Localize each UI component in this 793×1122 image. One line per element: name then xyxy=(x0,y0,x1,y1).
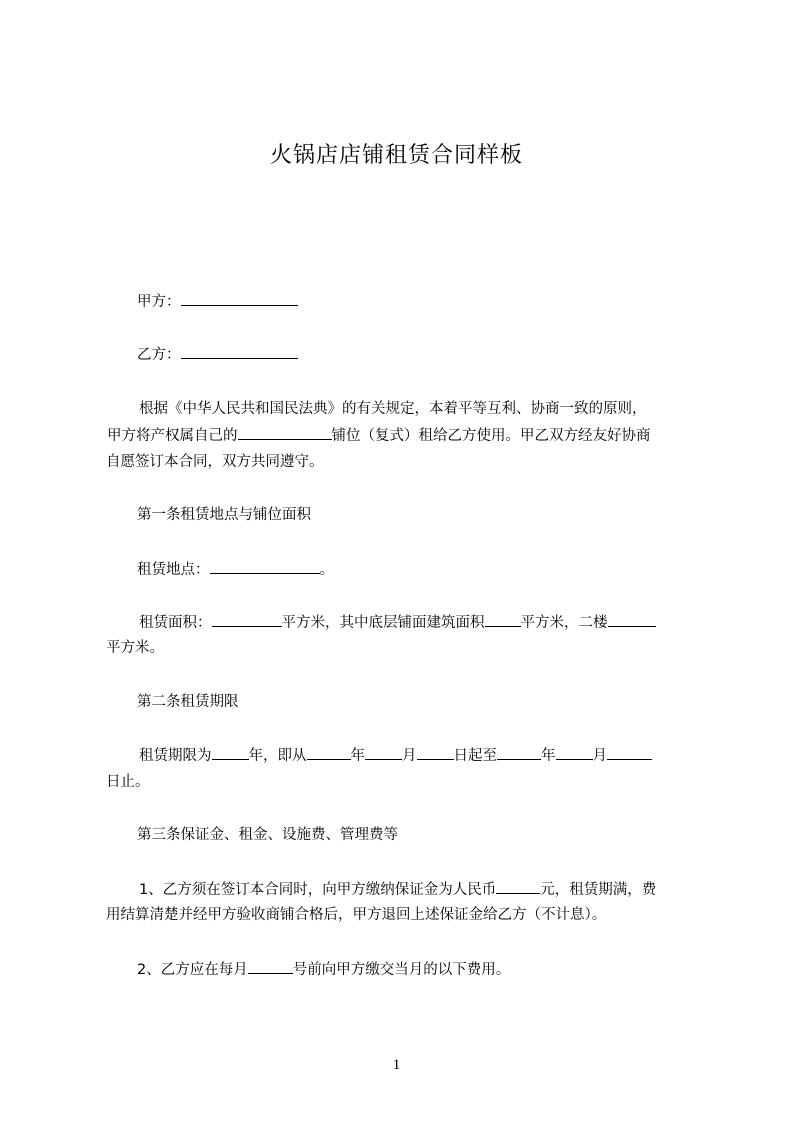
intro-line-1: 根据《中华人民共和国民法典》的有关规定，本着平等互利、协商一致的原则， xyxy=(139,401,647,417)
monthly-fee-text-2: 号前向甲方缴交当月的以下费用。 xyxy=(292,962,511,978)
location-blank xyxy=(210,559,320,574)
location-line xyxy=(137,559,334,580)
intro-line-2-after: 铺位（复式）租给乙方使用。甲乙双方经友好协商 xyxy=(331,428,651,444)
start-year-blank xyxy=(307,745,351,760)
deposit-amount-blank xyxy=(496,879,540,894)
party-b-blank xyxy=(181,344,298,359)
party-b-line xyxy=(137,344,298,365)
monthly-fee-text-1: 2、乙方应在每月 xyxy=(137,962,248,978)
article2-heading: 第二条租赁期限 xyxy=(137,694,239,710)
party-a-blank xyxy=(181,291,298,306)
area-unit-2: 平方米，二楼 xyxy=(520,615,608,631)
term-month-text-2: 月 xyxy=(592,748,607,764)
deposit-text-2: 元，租赁期满，费 xyxy=(540,882,657,898)
party-a-label: 甲方： xyxy=(137,294,181,310)
intro-line-2-before: 甲方将产权属自己的 xyxy=(107,428,238,444)
deposit-line-1 xyxy=(139,879,656,900)
term-line-1 xyxy=(139,745,652,766)
monthly-fee-line xyxy=(137,959,510,980)
document-title: 火锅店店铺租赁合同样板 xyxy=(269,143,523,168)
location-label: 租赁地点： xyxy=(137,562,210,578)
party-b-label: 乙方： xyxy=(137,347,181,363)
intro-line-3: 自愿签订本合同，双方共同遵守。 xyxy=(106,454,324,470)
term-years-blank xyxy=(212,745,249,760)
area-total-blank xyxy=(212,612,282,627)
area-second-floor-blank xyxy=(608,612,656,627)
intro-line-2 xyxy=(107,425,651,446)
term-year-text-1: 年，即从 xyxy=(248,748,307,764)
term-year-text-2: 年 xyxy=(350,748,365,764)
deposit-line-2: 用结算清楚并经甲方验收商铺合格后，甲方退回上述保证金给乙方（不计息）。 xyxy=(106,907,607,923)
area-unit-1: 平方米，其中底层铺面建筑面积 xyxy=(281,615,485,631)
start-month-blank xyxy=(365,745,402,760)
party-a-line xyxy=(137,291,298,312)
end-year-blank xyxy=(497,745,541,760)
area-ground-blank xyxy=(485,612,521,627)
term-year-text-3: 年 xyxy=(541,748,556,764)
area-label: 租赁面积： xyxy=(139,615,212,631)
due-day-blank xyxy=(248,959,293,974)
term-line-2: 日止。 xyxy=(106,774,150,790)
page-number: 1 xyxy=(392,1057,401,1073)
article3-heading: 第三条保证金、租金、设施费、管理费等 xyxy=(137,827,398,843)
term-day-to-text: 日起至 xyxy=(453,748,497,764)
shop-blank xyxy=(238,425,332,440)
start-day-blank xyxy=(417,745,454,760)
deposit-text-1: 1、乙方须在签订本合同时，向甲方缴纳保证金为人民币 xyxy=(139,882,497,898)
area-line-1 xyxy=(139,612,656,633)
area-line-2: 平方米。 xyxy=(106,640,164,656)
article1-heading: 第一条租赁地点与铺位面积 xyxy=(137,507,311,523)
location-end: 。 xyxy=(319,562,334,578)
end-month-blank xyxy=(556,745,593,760)
end-day-blank xyxy=(607,745,652,760)
term-label: 租赁期限为 xyxy=(139,748,212,764)
term-month-text-1: 月 xyxy=(402,748,417,764)
